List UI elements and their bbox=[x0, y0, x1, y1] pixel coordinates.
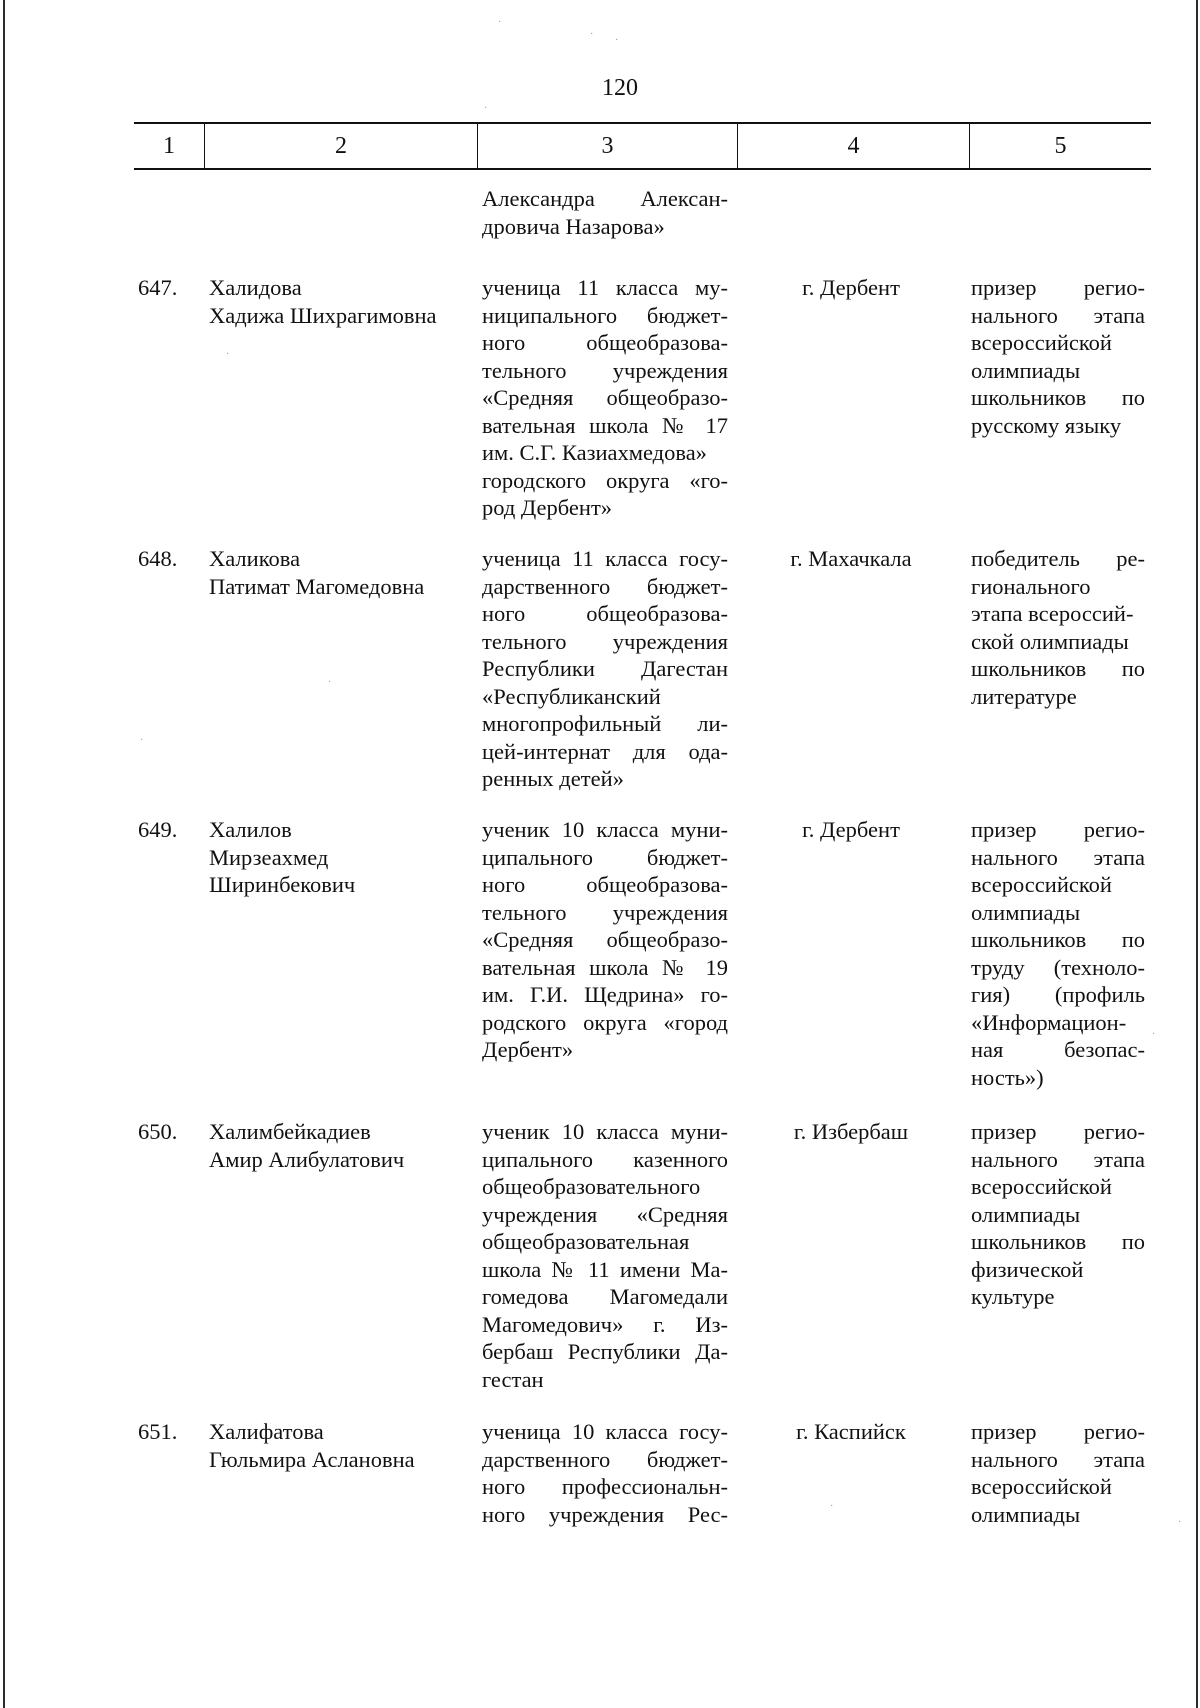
student-name bbox=[209, 545, 474, 600]
text-line: ного учреждения Рес- bbox=[482, 1501, 728, 1527]
text-line: Халимбейкадиев bbox=[209, 1119, 371, 1144]
award-cell bbox=[971, 1418, 1145, 1528]
scan-speck: · bbox=[590, 29, 594, 40]
text-line: призер регио- bbox=[971, 1119, 1145, 1144]
institution-cell bbox=[482, 274, 728, 522]
text-line: гия) (профиль bbox=[971, 982, 1145, 1007]
text-line: «Средняя общеобразо- bbox=[482, 385, 728, 410]
text-line: тельного учреждения bbox=[482, 899, 728, 925]
scan-speck: · bbox=[140, 735, 144, 746]
text-line: Ширинбекович bbox=[209, 872, 356, 897]
text-line: Халилов bbox=[209, 817, 292, 842]
text-line: физической bbox=[971, 1256, 1084, 1282]
student-name bbox=[209, 1118, 474, 1173]
text-line: школьников по bbox=[971, 927, 1145, 952]
text-line: Халикова bbox=[209, 546, 301, 571]
text-line: победитель ре- bbox=[971, 546, 1145, 571]
scan-speck: · bbox=[328, 677, 332, 688]
text-line: нального этапа bbox=[971, 1446, 1145, 1472]
text-line: нального этапа bbox=[971, 844, 1145, 870]
award-cell bbox=[971, 274, 1145, 439]
text-line: всероссийской bbox=[971, 330, 1112, 355]
institution-cell bbox=[482, 545, 728, 793]
text-line: олимпиады bbox=[971, 357, 1081, 383]
text-line: нального этапа bbox=[971, 302, 1145, 328]
header-col-2: 2 bbox=[335, 133, 347, 159]
scan-edge-right bbox=[1196, 0, 1198, 1708]
text-line: этапа всероссий- bbox=[971, 601, 1134, 626]
text-line: школьников по bbox=[971, 385, 1145, 410]
text-line: Хадижа Шихрагимовна bbox=[209, 302, 437, 328]
scan-speck: · bbox=[498, 17, 502, 28]
scan-speck: · bbox=[615, 35, 619, 46]
text-line: школьников по bbox=[971, 656, 1145, 681]
entry-number: 649. bbox=[138, 817, 178, 842]
text-line: ученик 10 класса муни- bbox=[482, 817, 728, 842]
text-line: городского округа «го- bbox=[482, 467, 728, 493]
text-line: «Средняя общеобразо- bbox=[482, 927, 728, 952]
student-name bbox=[209, 274, 474, 329]
header-col-4: 4 bbox=[847, 133, 860, 159]
award-cell bbox=[971, 545, 1145, 710]
text-line: ученица 10 класса госу- bbox=[482, 1419, 728, 1444]
text-line: Мирзеахмед bbox=[209, 844, 329, 870]
text-line: Республики Дагестан bbox=[482, 656, 728, 681]
text-line: ской олимпиады bbox=[971, 628, 1129, 654]
text-line: «Республиканский bbox=[482, 683, 661, 709]
text-line: ная безопас- bbox=[971, 1037, 1145, 1062]
text-line: бербаш Республики Да- bbox=[482, 1339, 728, 1364]
text-line: тельного учреждения bbox=[482, 628, 728, 654]
text-line: общеобразовательная bbox=[482, 1229, 690, 1254]
text-line: школьников по bbox=[971, 1229, 1145, 1254]
text-line: тельного учреждения bbox=[482, 357, 728, 383]
text-line: дарственного бюджет- bbox=[482, 1446, 728, 1472]
text-line: дарственного бюджет- bbox=[482, 573, 728, 599]
text-line: олимпиады bbox=[971, 1501, 1081, 1527]
institution-cell bbox=[482, 1118, 728, 1393]
text-line: Гюльмира Аслановна bbox=[209, 1446, 415, 1472]
award-cell bbox=[971, 1118, 1145, 1311]
text-line: призер регио- bbox=[971, 275, 1145, 300]
scan-speck: · bbox=[484, 103, 488, 114]
text-line: «Информацион- bbox=[971, 1009, 1127, 1035]
entry-number: 648. bbox=[138, 546, 178, 571]
text-line: олимпиады bbox=[971, 1201, 1081, 1227]
text-line: ученица 11 класса му- bbox=[482, 275, 728, 300]
institution-cell bbox=[482, 816, 728, 1064]
text-line: Амир Алибулатович bbox=[209, 1146, 405, 1172]
text-line: гионального bbox=[971, 573, 1091, 599]
table-header bbox=[134, 122, 1151, 170]
entry-number: 647. bbox=[138, 275, 178, 300]
text-line: Халидова bbox=[209, 275, 302, 300]
student-name bbox=[209, 816, 474, 899]
scan-speck: · bbox=[830, 1501, 834, 1512]
text-line: ниципального бюджет- bbox=[482, 302, 728, 328]
award-cell bbox=[971, 816, 1145, 1091]
text-line: учреждения «Средняя bbox=[482, 1201, 728, 1227]
text-line: труду (техноло- bbox=[971, 954, 1145, 980]
page-number: 120 bbox=[602, 75, 638, 101]
text-line: им. Г.И. Щедрина» го- bbox=[482, 982, 728, 1007]
text-line: многопрофильный ли- bbox=[482, 711, 728, 736]
text-line: русскому языку bbox=[971, 412, 1122, 438]
city-cell: г. Дербент bbox=[802, 817, 900, 842]
text-line: ученица 11 класса госу- bbox=[482, 546, 728, 571]
text-line: Халифатова bbox=[209, 1419, 324, 1444]
text-line: призер регио- bbox=[971, 1419, 1145, 1444]
text-line: школа № 11 имени Ма- bbox=[482, 1256, 728, 1282]
text-line: ного профессиональн- bbox=[482, 1474, 728, 1499]
text-line: гомедова Магомедали bbox=[482, 1284, 728, 1309]
entry-number: 650. bbox=[138, 1119, 178, 1144]
text-line: культуре bbox=[971, 1284, 1055, 1309]
text-line: вательная школа № 19 bbox=[482, 954, 728, 980]
text-line: ципального бюджет- bbox=[482, 844, 728, 870]
text-line: ренных детей» bbox=[482, 766, 624, 791]
text-line: им. С.Г. Казиахмедова» bbox=[482, 440, 707, 465]
institution-cell bbox=[482, 1418, 728, 1528]
text-line: призер регио- bbox=[971, 817, 1145, 842]
scan-speck: · bbox=[1178, 1517, 1182, 1528]
text-line: дровича Назарова» bbox=[482, 213, 665, 239]
text-line: всероссийской bbox=[971, 1474, 1112, 1499]
text-line: общеобразовательного bbox=[482, 1174, 701, 1199]
header-col-3: 3 bbox=[601, 133, 614, 159]
city-cell: г. Каспийск bbox=[796, 1419, 906, 1444]
text-line: родского округа «город bbox=[482, 1009, 728, 1035]
text-line: ность») bbox=[971, 1064, 1044, 1090]
text-line: нального этапа bbox=[971, 1146, 1145, 1172]
text-line: Магомедович» г. Из- bbox=[482, 1311, 728, 1337]
text-line: литературе bbox=[971, 683, 1077, 709]
text-line: вательная школа № 17 bbox=[482, 412, 728, 438]
text-line: всероссийской bbox=[971, 1174, 1112, 1199]
text-line: гестан bbox=[482, 1366, 544, 1392]
student-name bbox=[209, 1418, 474, 1473]
text-line: олимпиады bbox=[971, 899, 1081, 925]
text-line: ного общеобразова- bbox=[482, 601, 728, 626]
header-col-5: 5 bbox=[1054, 133, 1067, 159]
text-line: ученик 10 класса муни- bbox=[482, 1119, 728, 1144]
entry-number: 651. bbox=[138, 1419, 178, 1444]
text-line: всероссийской bbox=[971, 872, 1112, 897]
institution-cell bbox=[482, 185, 728, 240]
text-line: Патимат Магомедовна bbox=[209, 573, 425, 599]
text-line: Дербент» bbox=[482, 1037, 574, 1062]
scan-speck: · bbox=[226, 349, 230, 360]
scan-speck: · bbox=[1152, 1029, 1156, 1040]
city-cell: г. Избербаш bbox=[793, 1119, 909, 1144]
text-line: Александра Алексан- bbox=[482, 186, 728, 211]
text-line: ного общеобразова- bbox=[482, 330, 728, 355]
text-line: род Дербент» bbox=[482, 495, 613, 520]
text-line: ципального казенного bbox=[482, 1146, 728, 1172]
text-line: цей-интернат для ода- bbox=[482, 738, 728, 764]
city-cell: г. Дербент bbox=[802, 275, 900, 300]
scan-edge-left bbox=[3, 0, 5, 1708]
header-col-1: 1 bbox=[163, 133, 175, 159]
text-line: ного общеобразова- bbox=[482, 872, 728, 897]
city-cell: г. Махачкала bbox=[790, 546, 912, 571]
